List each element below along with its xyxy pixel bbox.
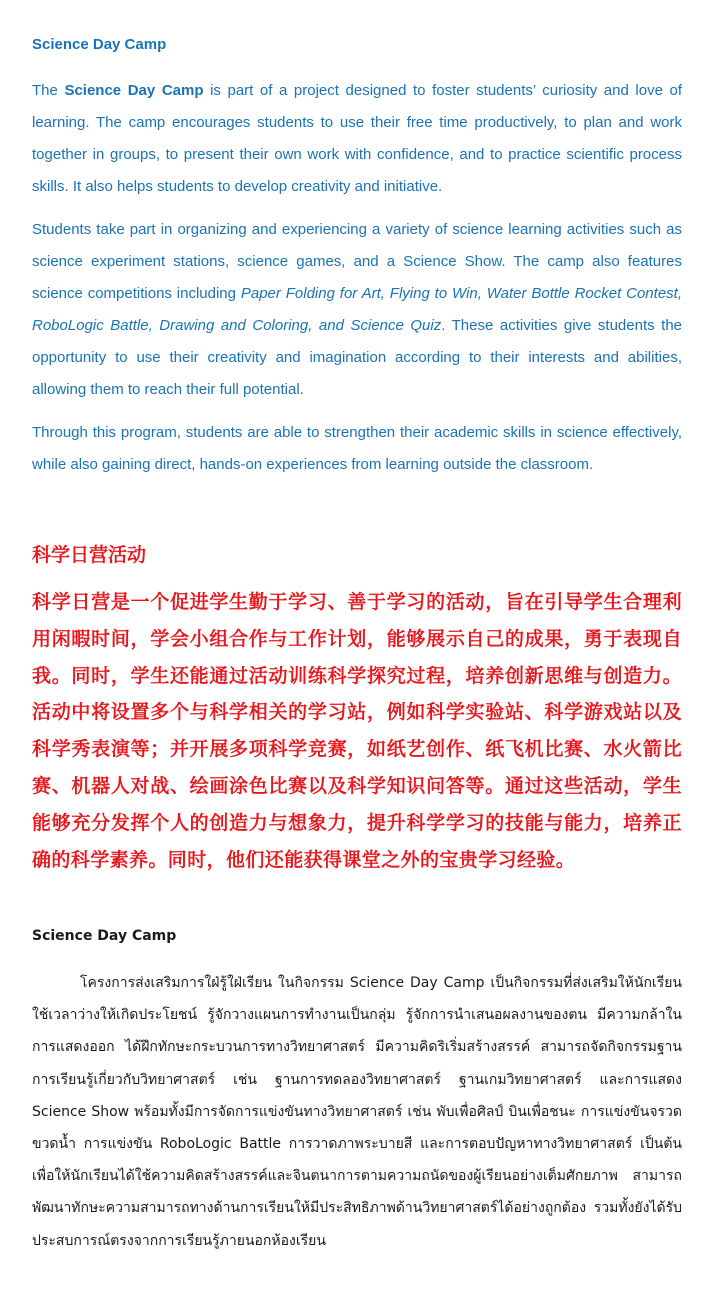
english-p2-lead: Students take part in organizing and experiencing a variety of science learning activities such as science experiment stations, science games, and a Science Show. The camp also features science competitions including [32, 221, 682, 302]
english-p2-rest: . These activities give students the opportunity to use their creativity and imagination according to their interests and abilities, allowing them to reach their full potential. [32, 317, 683, 398]
english-paragraph-2 [32, 214, 682, 406]
english-title: Science Day Camp [32, 36, 167, 53]
thai-paragraph: โครงการส่งเสริมการใฝ่รู้ใฝ่เรียน ในกิจกรรม Science Day Camp เป็นกิจกรรมที่ส่งเสริมให้นักเรียนใช้เวลาว่างให้เกิดประโยชน์ รู้จักวางแผนการทำงานเป็นกลุ่ม รู้จักการนำเสนอผลงานของตน มีความกล้าในการแสดงออก ได้ฝึกทักษะกระบวนการทางวิทยาศาสตร์ มีความคิดริเริ่มสร้างสรรค์ สามารถจัดกิจกรรมฐานการเรียนรู้เกี่ยวกับวิทยาศาสตร์ เช่น ฐานการทดลองวิทยาศาสตร์ ฐานเกมวิทยาศาสตร์ และการแสดง Science Show พร้อมทั้งมีการจัดการแข่งขันทางวิทยาศาสตร์ เช่น พับเพื่อศิลป์ บินเพื่อชนะ การแข่งขันจรวดขวดน้ำ การแข่งขัน RoboLogic Battle การวาดภาพระบายสี และการตอบปัญหาทางวิทยาศาสตร์ เป็นต้น เพื่อให้นักเรียนได้ใช้ความคิดสร้างสรรค์และจินตนาการตามความถนัดของผู้เรียนอย่างเต็มศักยภาพ สามารถพัฒนาทักษะความสามารถทางด้านการเรียนให้มีประสิทธิภาพด้านวิทยาศาสตร์ได้อย่างถูกต้อง รวมทั้งยังได้รับประสบการณ์ตรงจากการเรียนรู้ภายนอกห้องเรียน [32, 975, 682, 1249]
english-p1-lead: The [32, 82, 65, 99]
chinese-title: 科学日营活动 [32, 544, 147, 566]
english-paragraph-3: Through this program, students are able to strengthen their academic skills in science effectively, while also gaining direct, hands-on experiences from learning outside the classroom. [32, 424, 682, 473]
english-p1-rest: is part of a project designed to foster students’ curiosity and love of learning. The camp encourages students to use their free time productively, to plan and work together in groups, to present their own work with confidence, and to practice scientific process skills. It also helps students to develop creativity and initiative. [32, 82, 683, 195]
thai-title: Science Day Camp [32, 928, 177, 944]
english-p1-bold: Science Day Camp [64, 82, 204, 99]
chinese-paragraph: 科学日营是一个促进学生勤于学习、善于学习的活动，旨在引导学生合理利用闲暇时间，学会小组合作与工作计划，能够展示自己的成果，勇于表现自我。同时，学生还能通过活动训练科学探究过程，培养创新思维与创造力。活动中将设置多个与科学相关的学习站，例如科学实验站、科学游戏站以及科学秀表演等；并开展多项科学竞赛，如纸艺创作、纸飞机比赛、水火箭比赛、机器人对战、绘画涂色比赛以及科学知识问答等。通过这些活动，学生能够充分发挥个人的创造力与想象力，提升科学学习的技能与能力，培养正确的科学素养。同时，他们还能获得课堂之外的宝贵学习经验。 [32, 591, 682, 871]
english-paragraph-1 [32, 75, 682, 203]
english-p2-italic: Paper Folding for Art, Flying to Win, Water Bottle Rocket Contest, RoboLogic Battle, Drawing and Coloring, and Science Quiz [32, 285, 682, 334]
